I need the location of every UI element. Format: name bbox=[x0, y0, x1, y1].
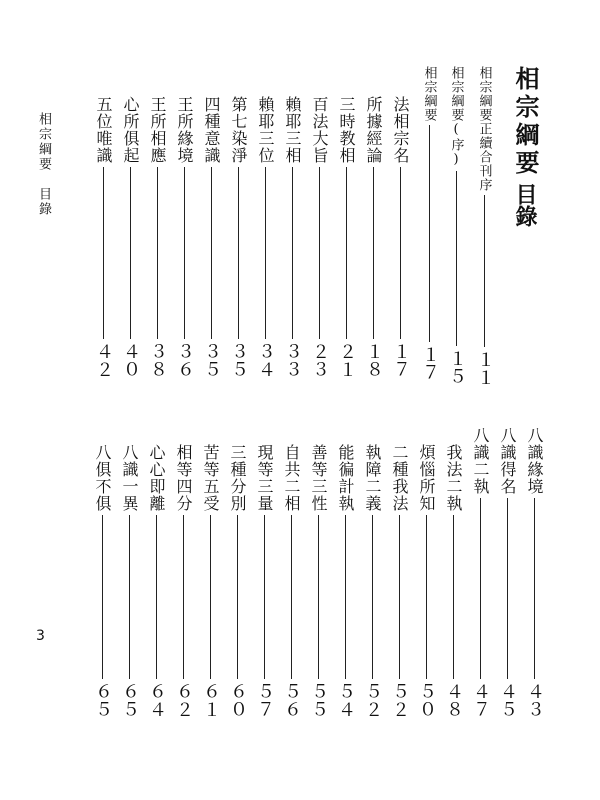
running-head: 相宗綱要 目錄 bbox=[36, 112, 51, 217]
toc-entry[interactable] bbox=[175, 96, 193, 378]
leader-line bbox=[184, 167, 185, 339]
toc-entry[interactable] bbox=[201, 444, 219, 718]
leader-line bbox=[129, 515, 130, 679]
leader-line bbox=[480, 498, 481, 679]
toc-entry[interactable] bbox=[229, 96, 247, 378]
toc-entry-label: 百法大旨 bbox=[310, 96, 329, 164]
toc-entry-label: 相等四分 bbox=[174, 444, 193, 512]
toc-entry-page: ６５ bbox=[119, 682, 140, 718]
leader-line bbox=[346, 167, 347, 339]
toc-entry-label: 苦等五受 bbox=[201, 444, 220, 512]
toc-entry-label: 王所相應 bbox=[148, 96, 167, 164]
toc-entry-page: ６５ bbox=[92, 682, 113, 718]
toc-entry-label: 八識緣境 bbox=[525, 427, 544, 495]
toc-entry-label: 我法二執 bbox=[444, 444, 463, 512]
toc-entry-label: 相宗綱要 bbox=[421, 66, 437, 122]
toc-entry-label: 王所緣境 bbox=[175, 96, 194, 164]
leader-line bbox=[291, 515, 292, 679]
toc-entry[interactable] bbox=[525, 427, 543, 718]
leader-line bbox=[484, 195, 485, 347]
toc-entry-page: ３４ bbox=[255, 342, 276, 378]
toc-entry-page: ５０ bbox=[416, 682, 437, 718]
toc-entry-label: 賴耶三位 bbox=[256, 96, 275, 164]
toc-entry-page: ２１ bbox=[336, 342, 357, 378]
leader-line bbox=[183, 515, 184, 679]
toc-entry[interactable] bbox=[309, 444, 327, 718]
toc-entry-label: 第七染淨 bbox=[229, 96, 248, 164]
toc-entry-label: 八識得名 bbox=[498, 427, 517, 495]
leader-line bbox=[210, 515, 211, 679]
leader-line bbox=[453, 515, 454, 679]
leader-line bbox=[265, 167, 266, 339]
toc-entry[interactable] bbox=[94, 96, 112, 378]
toc-entry[interactable] bbox=[174, 444, 192, 718]
toc-entry[interactable] bbox=[471, 427, 489, 718]
page-folio: 3 bbox=[36, 628, 45, 644]
leader-line bbox=[426, 515, 427, 679]
leader-line bbox=[292, 167, 293, 339]
toc-entry[interactable] bbox=[228, 444, 246, 718]
toc-entry-label: 心心即離 bbox=[147, 444, 166, 512]
toc-title-suffix: 目錄 bbox=[512, 183, 538, 227]
toc-entry[interactable] bbox=[475, 66, 493, 386]
toc-entry-page: ４８ bbox=[443, 682, 464, 718]
leader-line bbox=[319, 167, 320, 339]
leader-line bbox=[429, 125, 430, 342]
toc-entry[interactable] bbox=[256, 96, 274, 378]
toc-entry-page: ６０ bbox=[227, 682, 248, 718]
toc-entry-page: ５７ bbox=[254, 682, 275, 718]
toc-entry-page: ５６ bbox=[281, 682, 302, 718]
leader-line bbox=[534, 498, 535, 679]
toc-title: 相宗綱要 bbox=[511, 66, 540, 178]
toc-entry-page: ２３ bbox=[309, 342, 330, 378]
toc-entry-page: ５４ bbox=[335, 682, 356, 718]
toc-entry[interactable] bbox=[282, 444, 300, 718]
toc-entry-page: ５５ bbox=[308, 682, 329, 718]
toc-entry-label: 二種我法 bbox=[390, 444, 409, 512]
toc-entry-page: １１ bbox=[474, 350, 495, 386]
leader-line bbox=[318, 515, 319, 679]
toc-entry[interactable] bbox=[498, 427, 516, 718]
toc-entry-label: 煩惱所知 bbox=[417, 444, 436, 512]
toc-entry-label: 法相宗名 bbox=[391, 96, 410, 164]
toc-entry-page: １７ bbox=[419, 345, 440, 381]
toc-entry[interactable] bbox=[283, 96, 301, 378]
toc-entry[interactable] bbox=[202, 96, 220, 378]
toc-entry-page: ６１ bbox=[200, 682, 221, 718]
toc-entry-label: 現等三量 bbox=[255, 444, 274, 512]
leader-line bbox=[399, 515, 400, 679]
toc-entry-page: ５２ bbox=[362, 682, 383, 718]
leader-line bbox=[372, 515, 373, 679]
toc-entry-label: 能徧計執 bbox=[336, 444, 355, 512]
toc-entry[interactable] bbox=[444, 444, 462, 718]
leader-line bbox=[400, 167, 401, 339]
leader-line bbox=[238, 167, 239, 339]
toc-entry-label: 八識二執 bbox=[471, 427, 490, 495]
toc-entry[interactable] bbox=[417, 444, 435, 718]
toc-entry-label: 執障二義 bbox=[363, 444, 382, 512]
leader-line bbox=[102, 515, 103, 679]
toc-entry-page: １８ bbox=[363, 342, 384, 378]
leader-line bbox=[211, 167, 212, 339]
toc-entry[interactable] bbox=[337, 96, 355, 378]
toc-entry-label: 八識一異 bbox=[120, 444, 139, 512]
toc-entry[interactable] bbox=[391, 96, 409, 378]
toc-entry-page: ３６ bbox=[174, 342, 195, 378]
leader-line bbox=[103, 167, 104, 339]
leader-line bbox=[157, 167, 158, 339]
toc-entry-page: ３５ bbox=[201, 342, 222, 378]
toc-entry[interactable] bbox=[364, 96, 382, 378]
toc-entry[interactable] bbox=[310, 96, 328, 378]
toc-entry[interactable] bbox=[147, 444, 165, 718]
toc-entry[interactable] bbox=[363, 444, 381, 718]
toc-entry-page: ４５ bbox=[497, 682, 518, 718]
toc-entry-page: ４７ bbox=[470, 682, 491, 718]
toc-entry-page: １５ bbox=[446, 349, 467, 385]
toc-entry-label: 八俱不俱 bbox=[93, 444, 112, 512]
toc-entry[interactable] bbox=[255, 444, 273, 718]
toc-entry[interactable] bbox=[390, 444, 408, 718]
toc-entry-label: 善等三性 bbox=[309, 444, 328, 512]
leader-line bbox=[237, 515, 238, 679]
leader-line bbox=[507, 498, 508, 679]
toc-entry-label: 四種意識 bbox=[202, 96, 221, 164]
toc-entry[interactable] bbox=[121, 96, 139, 378]
leader-line bbox=[456, 171, 457, 346]
toc-entry-label: 心所俱起 bbox=[121, 96, 140, 164]
toc-entry-page: １７ bbox=[390, 342, 411, 378]
toc-entry-page: ４３ bbox=[524, 682, 545, 718]
toc-entry-page: ４２ bbox=[93, 342, 114, 378]
toc-entry[interactable] bbox=[93, 444, 111, 718]
toc-entry[interactable] bbox=[336, 444, 354, 718]
leader-line bbox=[156, 515, 157, 679]
toc-entry-page: ４０ bbox=[120, 342, 141, 378]
toc-entry-label: 自共二相 bbox=[282, 444, 301, 512]
toc-entry[interactable] bbox=[447, 66, 465, 385]
toc-entry-label: 賴耶三相 bbox=[283, 96, 302, 164]
leader-line bbox=[130, 167, 131, 339]
toc-entry[interactable] bbox=[420, 66, 438, 381]
toc-entry[interactable] bbox=[120, 444, 138, 718]
toc-entry-page: ６２ bbox=[173, 682, 194, 718]
toc-entry-label: 三種分別 bbox=[228, 444, 247, 512]
leader-line bbox=[345, 515, 346, 679]
toc-entry-page: ３８ bbox=[147, 342, 168, 378]
toc-entry-page: ３３ bbox=[282, 342, 303, 378]
toc-entry-label: 相宗綱要(序) bbox=[448, 66, 464, 168]
toc-entry-page: ３５ bbox=[228, 342, 249, 378]
toc-entry[interactable] bbox=[148, 96, 166, 378]
leader-line bbox=[264, 515, 265, 679]
toc-entry-label: 三時教相 bbox=[337, 96, 356, 164]
leader-line bbox=[373, 167, 374, 339]
toc-entry-label: 相宗綱要正續合刊序 bbox=[476, 66, 492, 192]
toc-entry-page: ６４ bbox=[146, 682, 167, 718]
toc-entry-page: ５２ bbox=[389, 682, 410, 718]
toc-entry-label: 所據經論 bbox=[364, 96, 383, 164]
toc-entry-label: 五位唯識 bbox=[94, 96, 113, 164]
